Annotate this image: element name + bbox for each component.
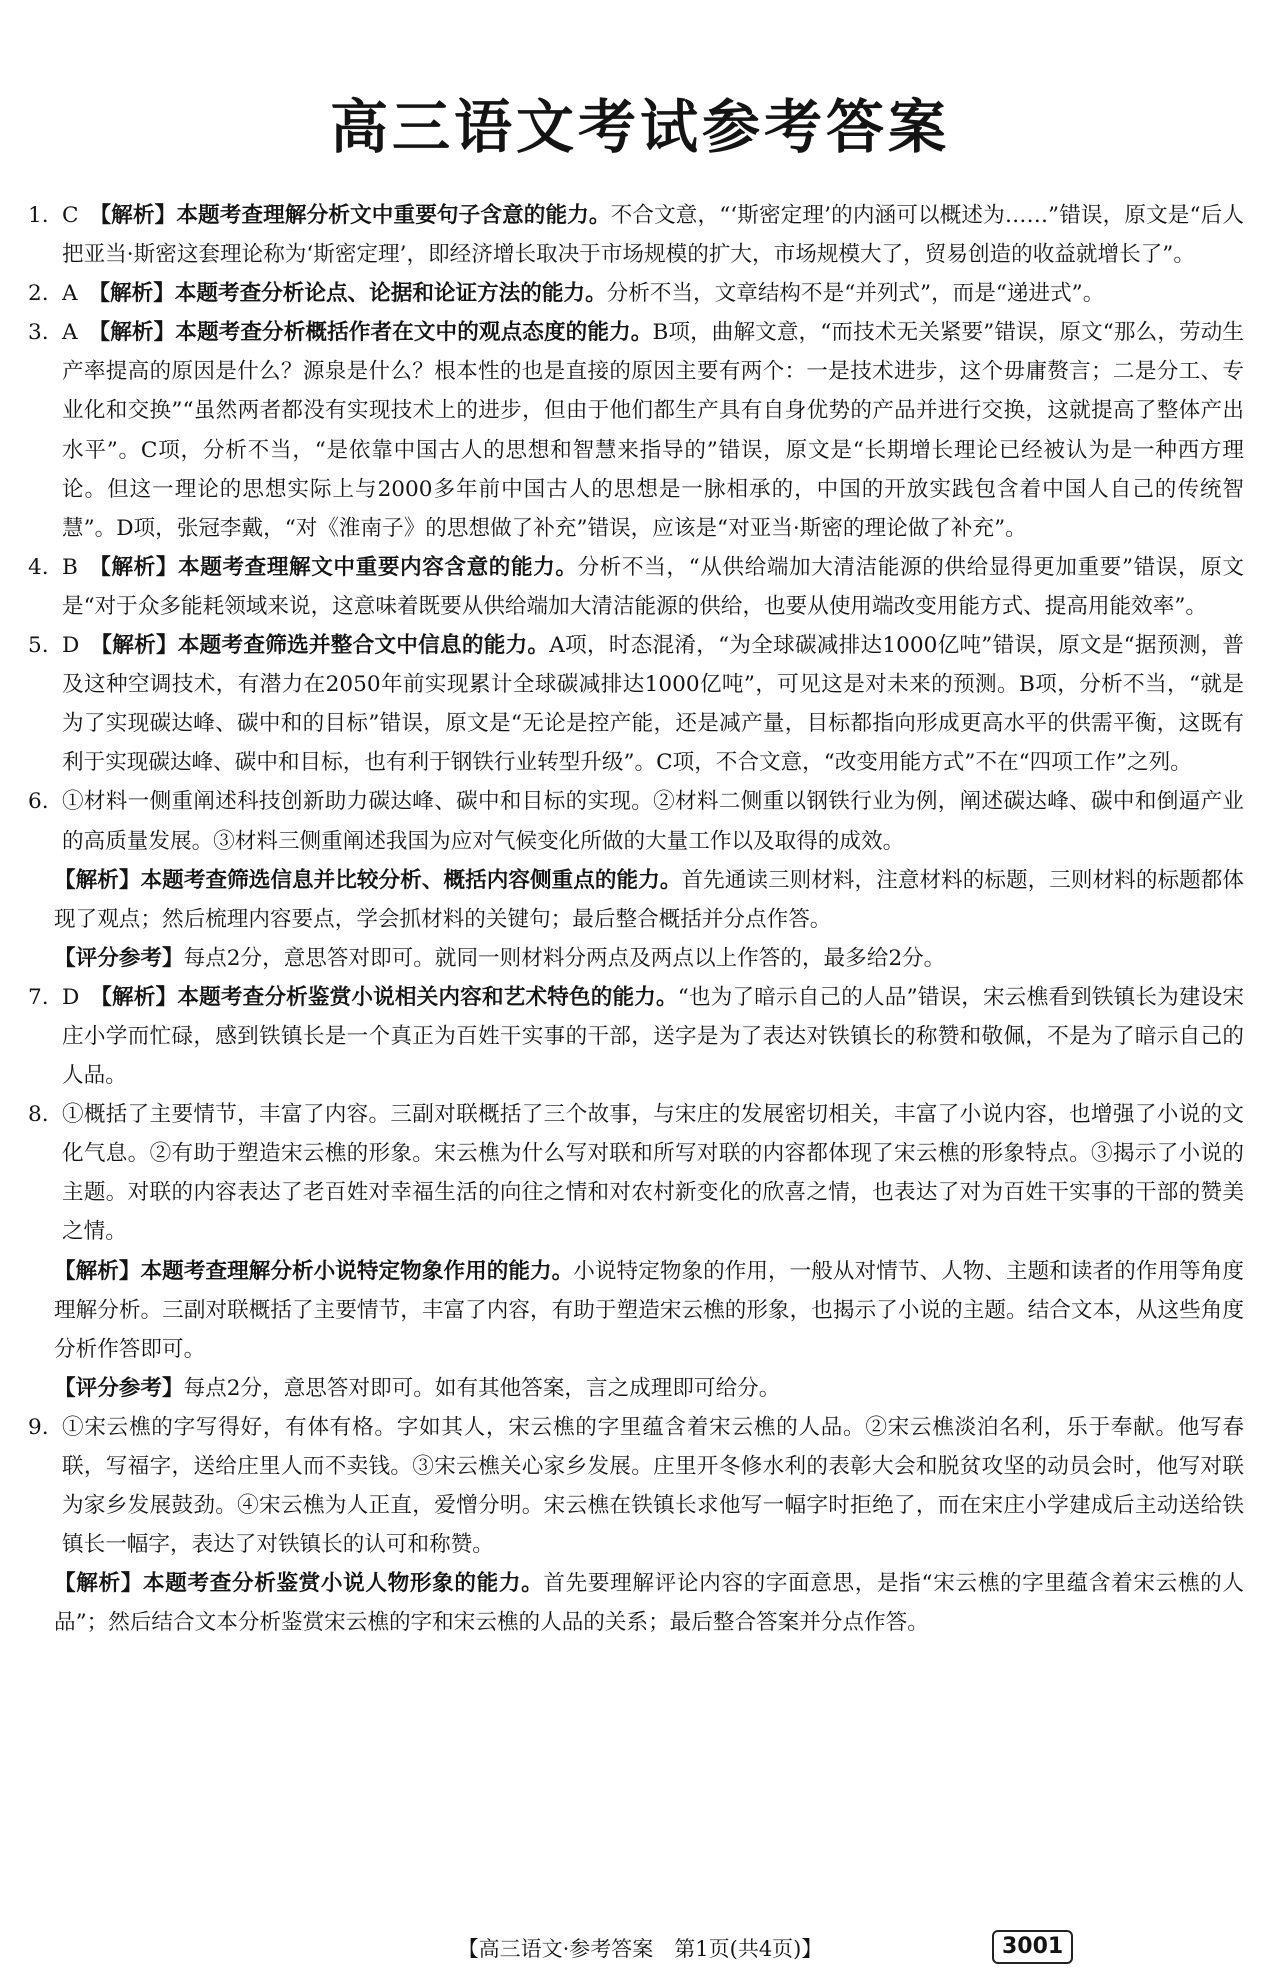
answer-text: ①材料一侧重阐述科技创新助力碳达峰、碳中和目标的实现。②材料二侧重以钢铁行业为例，阐述碳达峰、碳中和倒逼产业的高质量发展。③材料三侧重阐述我国为应对气候变化所做的大量工作以及取得的成效。 xyxy=(62,789,1244,854)
answer-item xyxy=(28,782,1244,977)
answer-paragraph xyxy=(62,1095,1244,1251)
answer-choice: D xyxy=(62,633,80,659)
answer-item xyxy=(28,1095,1244,1408)
answer-paragraph xyxy=(62,196,1244,274)
page-title: 高三语文考试参考答案 xyxy=(329,93,950,161)
analysis-label: 【解析】本题考查筛选并整合文中信息的能力。 xyxy=(90,633,550,659)
answer-number: 4. xyxy=(28,554,49,580)
answer-paragraph xyxy=(62,1408,1244,1564)
answer-paragraph xyxy=(54,1369,1244,1408)
answer-text: 不合文意，“‘斯密定理’的内涵可以概述为……”错误，原文是“后人把亚当·斯密这套理论称为‘斯密定理’，即经济增长取决于市场规模的扩大，市场规模大了，贸易创造的收益就增长了”。 xyxy=(62,203,1244,268)
answer-paragraph xyxy=(62,782,1244,860)
answer-number: 3. xyxy=(28,320,49,346)
answer-text: 首先通读三则材料，注意材料的标题，三则材料的标题都体现了观点；然后梳理内容要点，学会抓材料的关键句；最后整合概括并分点作答。 xyxy=(54,867,1244,932)
answer-number: 5. xyxy=(28,633,49,659)
answer-text: 分析不当，“从供给端加大清洁能源的供给显得更加重要”错误，原文是“对于众多能耗领域来说，这意味着既要从供给端加大清洁能源的供给，也要从使用端改变用能方式、提高用能效率”。 xyxy=(62,554,1244,619)
answer-number: 7. xyxy=(28,984,49,1010)
analysis-label: 【解析】本题考查分析论点、论据和论证方法的能力。 xyxy=(88,281,607,307)
answer-paragraph xyxy=(62,626,1244,782)
answer-item xyxy=(28,196,1244,274)
analysis-label: 【解析】本题考查分析鉴赏小说人物形象的能力。 xyxy=(54,1571,544,1597)
analysis-label: 【解析】本题考查理解分析文中重要句子含意的能力。 xyxy=(89,203,611,228)
analysis-label: 【评分参考】 xyxy=(54,1375,184,1401)
answer-paragraph xyxy=(62,978,1244,1095)
answer-text: 分析不当，文章结构不是“并列式”，而是“递进式”。 xyxy=(606,281,1105,307)
answer-number: 1. xyxy=(28,203,49,228)
analysis-label: 【解析】本题考查分析概括作者在文中的观点态度的能力。 xyxy=(88,320,653,346)
answer-item xyxy=(28,548,1244,626)
answer-text: “也为了暗示自己的人品”错误，宋云樵看到铁镇长为建设宋庄小学而忙碌，感到铁镇长是一个真正为百姓干实事的干部，送字是为了表达对铁镇长的称赞和敬佩，不是为了暗示自己的人品。 xyxy=(62,984,1244,1089)
answer-paragraph xyxy=(62,274,1244,313)
answer-text: ①概括了主要情节，丰富了内容。三副对联概括了三个故事，与宋庄的发展密切相关，丰富了小说内容，也增强了小说的文化气息。②有助于塑造宋云樵的形象。宋云樵为什么写对联和所写对联的内容都体现了宋云樵的形象特点。③揭示了小说的主题。对联的内容表达了老百姓对幸福生活的向往之情和对农村新变化的欣喜之情，也表达了对为百姓干实事的干部的赞美之情。 xyxy=(62,1102,1244,1245)
answer-text: B项，曲解文意，“而技术无关紧要”错误，原文“那么，劳动生产率提高的原因是什么？源泉是什么？根本性的也是直接的原因主要有两个：一是技术进步，这个毋庸赘言；二是分工、专业化和交换”“虽然两者都没有实现技术上的进步，但由于他们都生产具有自身优势的产品并进行交换，这就提高了整体产出水平”。C项，分析不当，“是依靠中国古人的思想和智慧来指导的”错误，原文是“长期增长理论已经被认为是一种西方理论。但这一理论的思想实际上与2000多年前中国古人的思想是一脉相承的，中国的开放实践包含着中国人自己的传统智慧”。D项，张冠李戴，“对《淮南子》的思想做了补充”错误，应该是“对亚当·斯密的理论做了补充”。 xyxy=(62,320,1244,541)
answer-item xyxy=(28,1408,1244,1643)
answer-text: 每点2分，意思答对即可。如有其他答案，言之成理即可给分。 xyxy=(183,1375,781,1401)
answer-text: 首先要理解评论内容的字面意思，是指“宋云樵的字里蕴含着宋云樵的人品”；然后结合文本分析鉴赏宋云樵的字和宋云樵的人品的关系；最后整合答案并分点作答。 xyxy=(54,1571,1244,1636)
answer-number: 2. xyxy=(28,281,49,307)
answer-number: 8. xyxy=(28,1102,49,1128)
answer-text: 小说特定物象的作用，一般从对情节、人物、主题和读者的作用等角度理解分析。三副对联概括了主要情节，丰富了内容，有助于塑造宋云樵的形象，也揭示了小说的主题。结合文本，从这些角度分析作答即可。 xyxy=(54,1258,1244,1362)
answer-number: 6. xyxy=(28,789,49,815)
answer-item xyxy=(28,626,1244,782)
answer-text: A项，时态混淆，“为全球碳减排达1000亿吨”错误，原文是“据预测，普及这种空调技术，有潜力在2050年前实现累计全球碳减排达1000亿吨”，可见这是对未来的预测。B项，分析不当，“就是为了实现碳达峰、碳中和的目标”错误，原文是“无论是控产能，还是减产量，目标都指向形成更高水平的供需平衡，这既有利于实现碳达峰、碳中和目标，也有利于钢铁行业转型升级”。C项，不合文意，“改变用能方式”不在“四项工作”之列。 xyxy=(62,633,1244,776)
answer-paragraph xyxy=(54,939,1244,978)
answer-number: 9. xyxy=(28,1414,49,1440)
answer-paragraph xyxy=(62,313,1244,548)
answer-item xyxy=(28,978,1244,1095)
answer-choice: C xyxy=(62,203,79,228)
answer-text: ①宋云樵的字写得好，有体有格。字如其人，宋云樵的字里蕴含着宋云樵的人品。②宋云樵淡泊名利，乐于奉献。他写春联，写福字，送给庄里人而不卖钱。③宋云樵关心家乡发展。庄里开冬修水利的表彰大会和脱贫攻坚的动员会时，他写对联为家乡发展鼓劲。④宋云樵为人正直，爱憎分明。宋云樵在铁镇长求他写一幅字时拒绝了，而在宋庄小学建成后主动送给铁镇长一幅字，表达了对铁镇长的认可和称赞。 xyxy=(62,1414,1244,1558)
analysis-label: 【解析】本题考查分析鉴赏小说相关内容和艺术特色的能力。 xyxy=(90,984,678,1010)
answer-item xyxy=(28,274,1244,313)
analysis-label: 【评分参考】 xyxy=(54,945,184,971)
answer-paragraph xyxy=(54,861,1244,939)
answer-list xyxy=(28,196,1244,1642)
analysis-label: 【解析】本题考查理解文中重要内容含意的能力。 xyxy=(88,554,578,580)
answer-paragraph xyxy=(54,1564,1244,1642)
answer-paragraph xyxy=(62,548,1244,626)
answer-text: 每点2分，意思答对即可。就同一则材料分两点及两点以上作答的，最多给2分。 xyxy=(183,945,946,971)
analysis-label: 【解析】本题考查筛选信息并比较分析、概括内容侧重点的能力。 xyxy=(54,867,682,893)
answer-choice: A xyxy=(62,281,78,307)
answer-choice: A xyxy=(62,320,78,346)
analysis-label: 【解析】本题考查理解分析小说特定物象作用的能力。 xyxy=(54,1258,574,1284)
exam-code-badge: 3001 xyxy=(992,1930,1073,1964)
answer-item xyxy=(28,313,1244,548)
answer-paragraph xyxy=(54,1252,1244,1369)
answer-choice: D xyxy=(62,984,80,1010)
answer-choice: B xyxy=(62,554,78,580)
page-footer: 【高三语文·参考答案 第1页(共4页)】 xyxy=(457,1937,823,1961)
